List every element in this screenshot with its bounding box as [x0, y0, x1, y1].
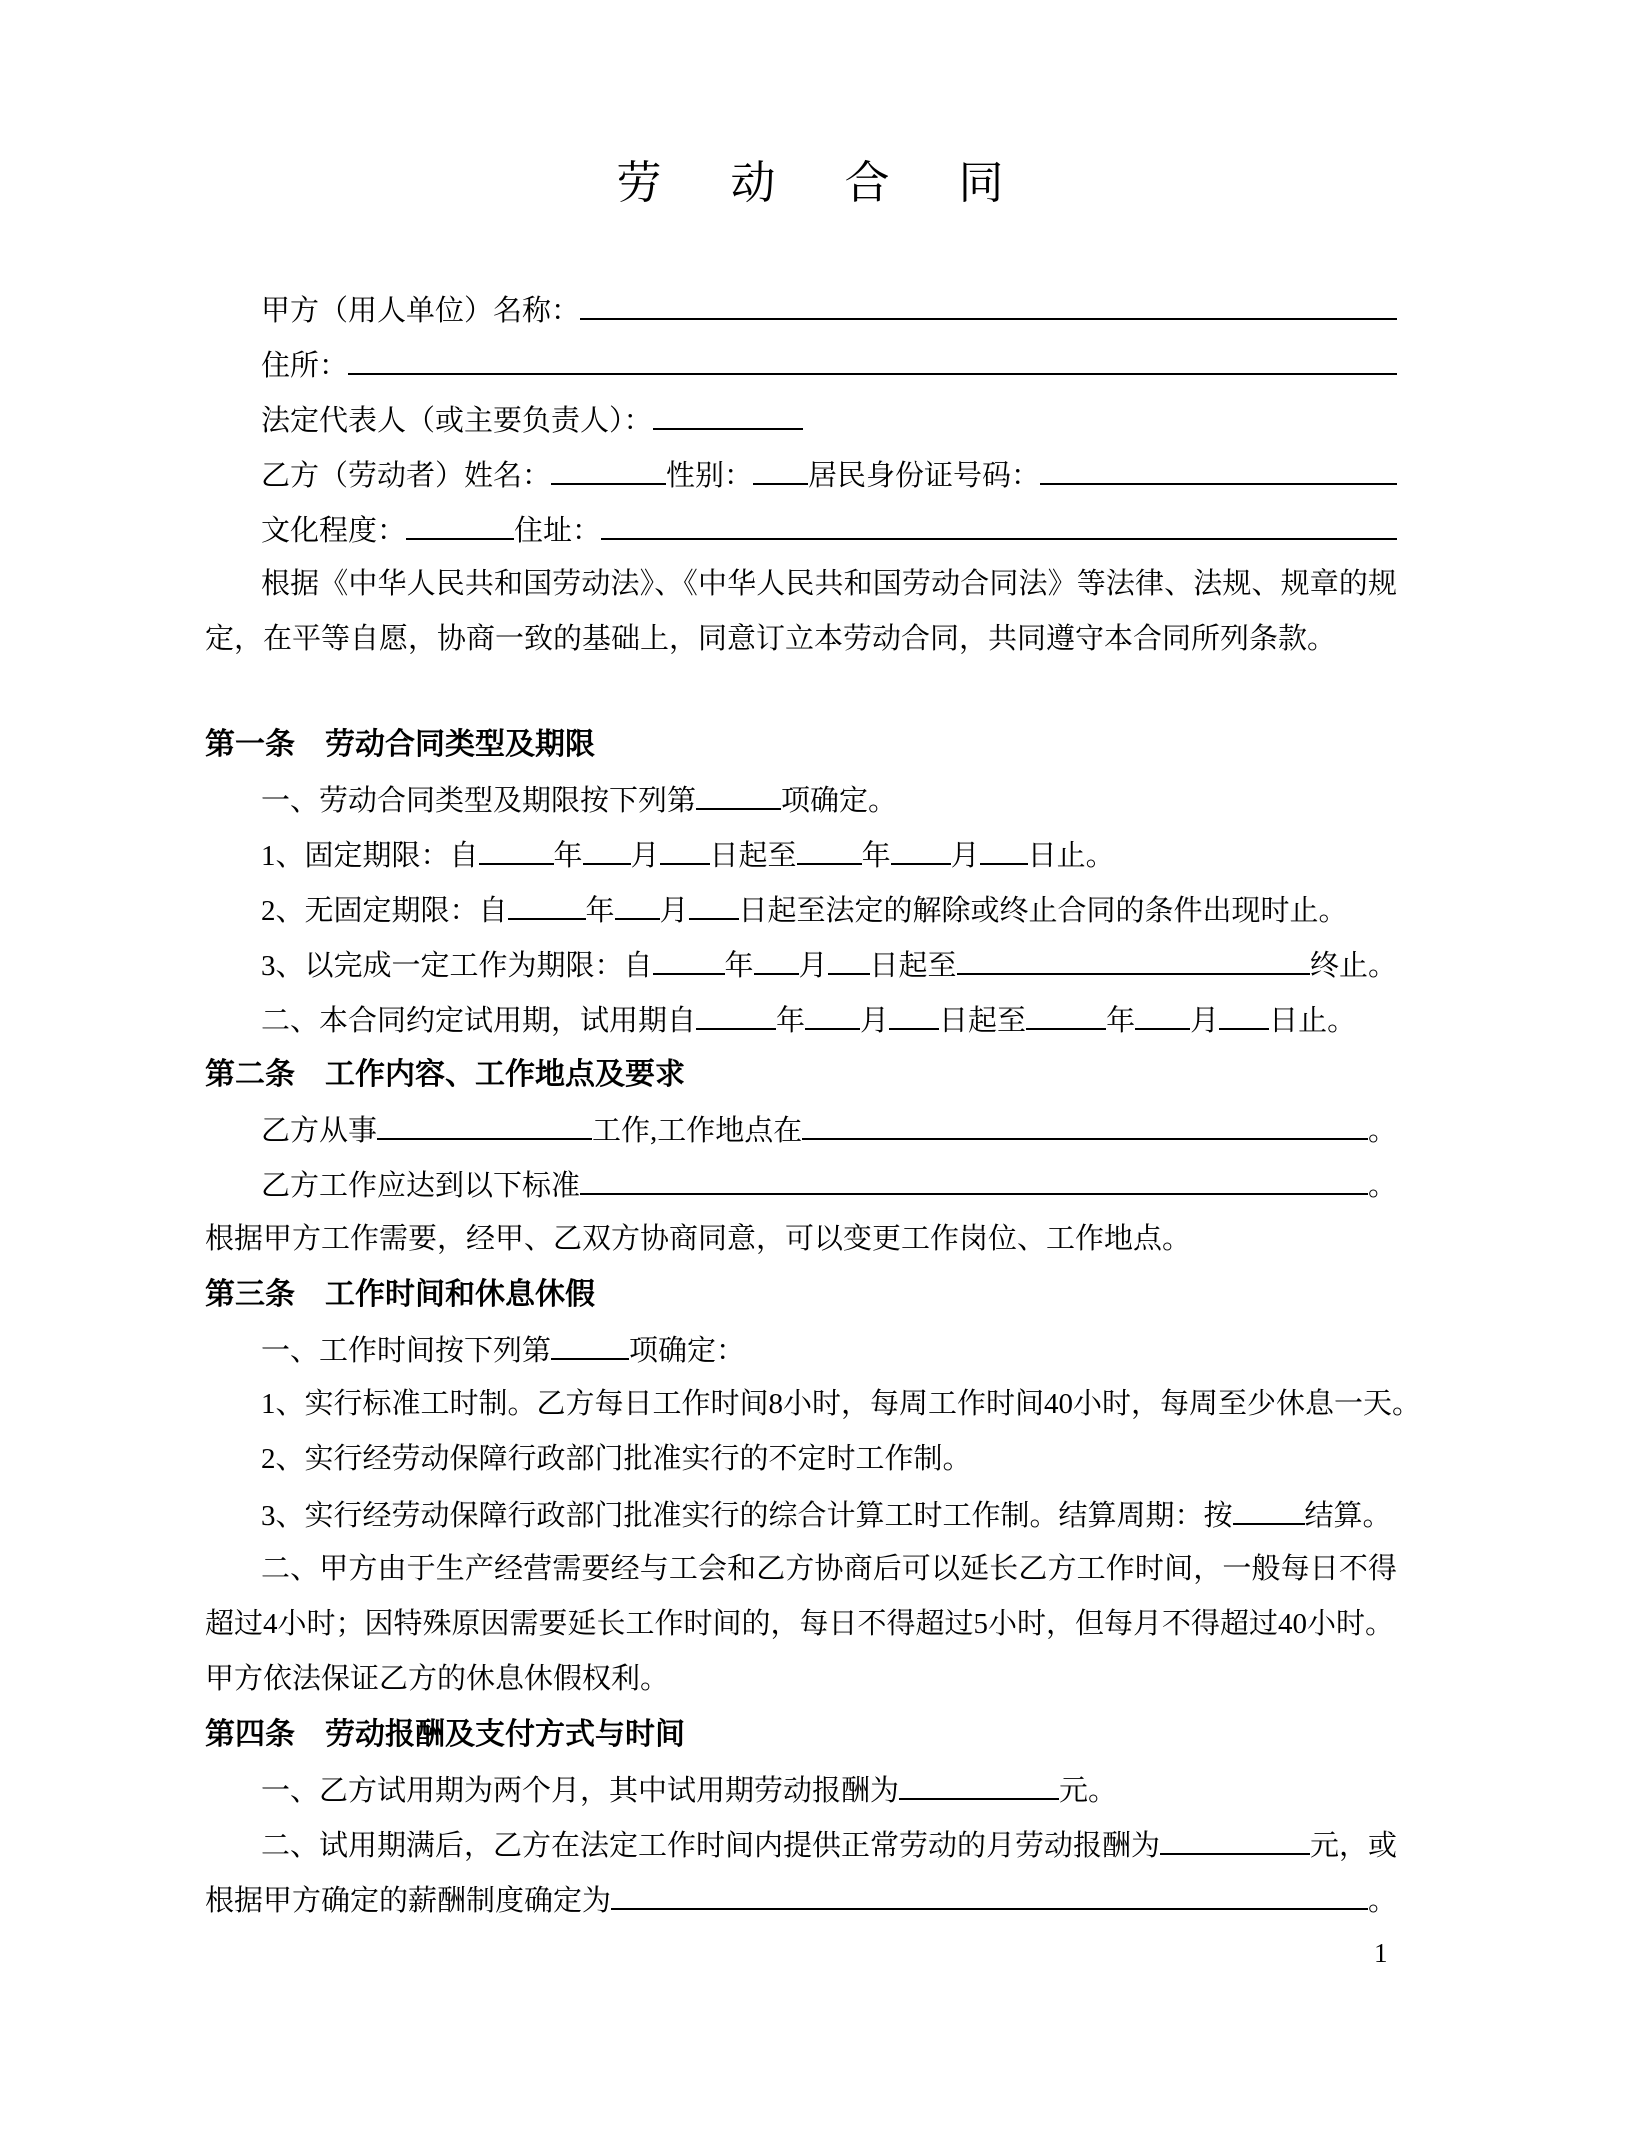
text-run: 年	[776, 1005, 806, 1037]
text-run: 月	[860, 1005, 890, 1037]
blank-field[interactable]	[551, 1322, 629, 1360]
blank-field[interactable]	[889, 992, 939, 1030]
blank-field[interactable]	[696, 992, 776, 1030]
blank-field[interactable]	[377, 1102, 592, 1140]
text-run: 乙方（劳动者）姓名：	[261, 460, 552, 492]
text-run: 法定代表人（或主要负责人）：	[261, 405, 653, 437]
text-run: 日起至	[869, 950, 957, 982]
clause-1-1	[205, 772, 1397, 827]
text-run: 项确定：	[629, 1335, 746, 1367]
blank-field[interactable]	[1026, 992, 1106, 1030]
text-run: 年	[1106, 1005, 1136, 1037]
field-party-b-info	[205, 447, 1397, 502]
blank-field[interactable]	[1040, 447, 1397, 485]
clause-3-1-item-1	[205, 1377, 1422, 1432]
text-run: 第四条 劳动报酬及支付方式与时间	[205, 1718, 685, 1751]
blank-field[interactable]	[580, 282, 1397, 320]
text-run: 一、工作时间按下列第	[261, 1335, 552, 1367]
heading-article-2	[205, 1047, 1397, 1102]
text-run: 性别：	[666, 460, 754, 492]
text-run: 。	[1367, 1885, 1397, 1917]
text-run: 甲方依法保证乙方的休息休假权利。	[205, 1663, 670, 1695]
text-run: 超过4小时；因特殊原因需要延长工作时间的，每日不得超过5小时，但每月不得超过40小时。	[205, 1608, 1395, 1640]
text-run: 项确定。	[781, 785, 898, 817]
text-run: 3、实行经劳动保障行政部门批准实行的综合计算工时工作制。结算周期：按	[261, 1500, 1233, 1532]
text-run: 月	[798, 950, 828, 982]
text-run: 根据《中华人民共和国劳动法》、《中华人民共和国劳动合同法》等法律、法规、规章的规	[261, 568, 1397, 600]
text-run: 根据甲方确定的薪酬制度确定为	[205, 1885, 612, 1917]
blank-field[interactable]	[653, 392, 803, 430]
clause-3-1-item-2	[205, 1432, 1397, 1487]
clause-3-2-line-1	[205, 1542, 1397, 1597]
blank-field[interactable]	[980, 827, 1028, 865]
text-run: 日止。	[1269, 1005, 1357, 1037]
text-run: 月	[950, 840, 980, 872]
blank-field[interactable]	[805, 992, 860, 1030]
text-run: 终止。	[1309, 950, 1397, 982]
clause-4-2-line-1	[205, 1817, 1397, 1872]
contract-body	[205, 282, 1422, 1927]
text-run: 日止。	[1027, 840, 1115, 872]
clause-3-1	[205, 1322, 1397, 1377]
preamble-line-2	[205, 612, 1397, 667]
text-run: 年	[724, 950, 754, 982]
text-run: 第二条 工作内容、工作地点及要求	[205, 1058, 685, 1091]
clause-1-2	[205, 992, 1397, 1047]
blank-field[interactable]	[580, 1157, 1368, 1195]
text-run: 住所：	[261, 350, 349, 382]
page-number: 1	[1374, 1938, 1388, 1968]
clause-3-1-item-3	[205, 1487, 1397, 1542]
text-run: 一、劳动合同类型及期限按下列第	[261, 785, 697, 817]
heading-article-4	[205, 1707, 1397, 1762]
blank-field[interactable]	[1219, 992, 1269, 1030]
text-run: 日起至	[709, 840, 797, 872]
clause-1-1-item-3	[205, 937, 1397, 992]
clause-3-2-line-2	[205, 1597, 1397, 1652]
clause-4-2-line-2	[205, 1872, 1397, 1927]
text-run: 居民身份证号码：	[808, 460, 1041, 492]
text-run: 年	[585, 895, 615, 927]
text-run: 二、本合同约定试用期，试用期自	[261, 1005, 697, 1037]
text-run: 年	[861, 840, 891, 872]
text-run: 甲方（用人单位）名称：	[261, 295, 581, 327]
text-run: 日起至	[939, 1005, 1027, 1037]
text-run: 年	[553, 840, 583, 872]
text-run: 第三条 工作时间和休息休假	[205, 1278, 595, 1311]
document-title: 劳 动 合 同	[616, 158, 1016, 208]
blank-field[interactable]	[653, 937, 725, 975]
text-run: 日起至法定的解除或终止合同的条件出现时止。	[738, 895, 1348, 927]
text-run: 元，或	[1309, 1830, 1397, 1862]
text-run: 。	[1367, 1115, 1397, 1147]
text-run: 乙方工作应达到以下标准	[261, 1170, 581, 1202]
heading-article-1	[205, 717, 1397, 772]
text-run: 二、试用期满后，乙方在法定工作时间内提供正常劳动的月劳动报酬为	[261, 1830, 1161, 1862]
text-run: 根据甲方工作需要，经甲、乙双方协商同意，可以变更工作岗位、工作地点。	[205, 1223, 1192, 1255]
blank-field[interactable]	[583, 827, 631, 865]
blank-field[interactable]	[753, 447, 808, 485]
blank-field[interactable]	[689, 882, 739, 920]
clause-1-1-item-1	[205, 827, 1397, 882]
blank-field[interactable]	[899, 1762, 1059, 1800]
text-run: 1、固定期限：自	[261, 840, 479, 872]
blank-field[interactable]	[696, 772, 781, 810]
heading-article-3	[205, 1267, 1397, 1322]
blank-field[interactable]	[802, 1102, 1368, 1140]
blank-field[interactable]	[479, 827, 554, 865]
text-run: 1、实行标准工时制。乙方每日工作时间8小时，每周工作时间40小时，每周至少休息一天。	[261, 1388, 1422, 1420]
text-run: 工作,工作地点在	[592, 1115, 803, 1147]
field-party-a-name	[205, 282, 1397, 337]
clause-2-1	[205, 1102, 1397, 1157]
blank-field[interactable]	[754, 937, 799, 975]
text-run: 月	[659, 895, 689, 927]
blank-field[interactable]	[1135, 992, 1190, 1030]
text-run: 住址：	[514, 515, 602, 547]
text-run: 月	[1190, 1005, 1220, 1037]
text-run: 乙方从事	[261, 1115, 378, 1147]
text-run: 月	[630, 840, 660, 872]
blank-field[interactable]	[891, 827, 951, 865]
text-run: 2、实行经劳动保障行政部门批准实行的不定时工作制。	[261, 1443, 972, 1475]
text-run: 元。	[1059, 1775, 1118, 1807]
blank-field[interactable]	[611, 1872, 1368, 1910]
clause-3-2-line-3	[205, 1652, 1397, 1707]
text-run: 定，在平等自愿，协商一致的基础上，同意订立本劳动合同，共同遵守本合同所列条款。	[205, 623, 1337, 655]
preamble-line-1	[205, 557, 1397, 612]
text-run: 结算。	[1304, 1500, 1392, 1532]
blank-field[interactable]	[828, 937, 870, 975]
clause-2-3	[205, 1212, 1397, 1267]
blank-field[interactable]	[348, 337, 1397, 375]
blank-field[interactable]	[797, 827, 862, 865]
blank-field[interactable]	[508, 882, 586, 920]
field-legal-representative	[205, 392, 1397, 447]
field-education-address	[205, 502, 1397, 557]
clause-1-1-item-2	[205, 882, 1397, 937]
field-party-a-address	[205, 337, 1397, 392]
text-run: 第一条 劳动合同类型及期限	[205, 728, 595, 761]
text-run: 一、乙方试用期为两个月，其中试用期劳动报酬为	[261, 1775, 900, 1807]
blank-field[interactable]	[1160, 1817, 1310, 1855]
blank-field[interactable]	[660, 827, 710, 865]
text-run: 。	[1367, 1170, 1397, 1202]
clause-2-2	[205, 1157, 1397, 1212]
blank-field[interactable]	[957, 937, 1310, 975]
clause-4-1	[205, 1762, 1397, 1817]
blank-field[interactable]	[551, 447, 666, 485]
blank-field[interactable]	[406, 502, 514, 540]
text-run: 2、无固定期限：自	[261, 895, 508, 927]
blank-field[interactable]	[601, 502, 1397, 540]
text-run: 文化程度：	[261, 515, 407, 547]
blank-field[interactable]	[615, 882, 660, 920]
text-run: 3、以完成一定工作为期限：自	[261, 950, 653, 982]
blank-field[interactable]	[1233, 1487, 1305, 1525]
text-run: 二、甲方由于生产经营需要经与工会和乙方协商后可以延长乙方工作时间，一般每日不得	[261, 1553, 1397, 1585]
